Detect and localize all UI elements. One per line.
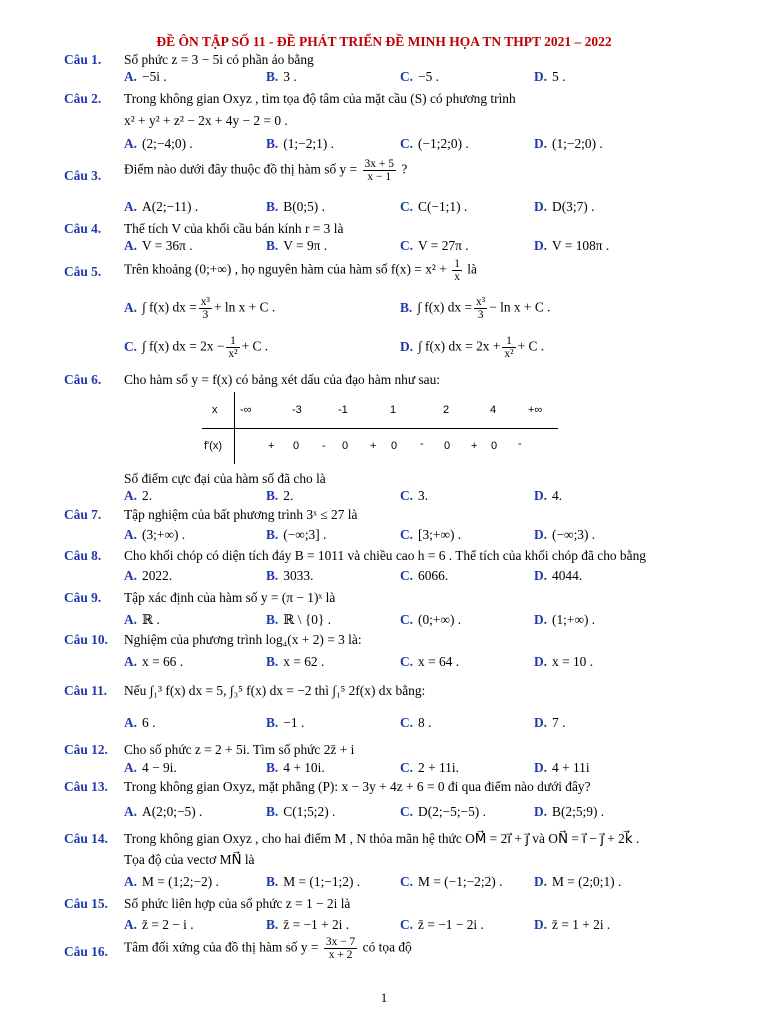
question-label: Câu 14. <box>64 831 108 846</box>
stem-text: có tọa độ <box>362 939 412 955</box>
denominator: 3 <box>477 309 484 322</box>
option-d[interactable]: D. B(2;5;9) . <box>534 804 605 819</box>
option-a-text: z̄ = 2 − i . <box>142 917 194 932</box>
option-b-text: B(0;5) . <box>283 199 325 214</box>
option-c-text: 3. <box>418 488 429 503</box>
option-c-text: x = 64 . <box>418 654 460 669</box>
option-c[interactable]: C. C(−1;1) . <box>400 199 468 214</box>
option-d-text: (−∞;3) . <box>552 527 596 542</box>
question-label: Câu 5. <box>64 264 102 279</box>
denominator: x² <box>228 348 238 361</box>
option-b[interactable]: B. (1;−2;1) . <box>266 136 334 151</box>
option-b-text: V = 9π . <box>283 238 328 253</box>
option-d[interactable]: D. 7 . <box>534 715 566 730</box>
option-c-text: M = (−1;−2;2) . <box>418 874 503 889</box>
option-c[interactable]: C. −5 . <box>400 69 439 84</box>
question-stem: Trong không gian Oxyz , cho hai điểm M , N thỏa mãn hệ thức OM⃗ = 2i⃗ + j⃗ và ON⃗ = i⃗ − j⃗ + 2k⃗ . <box>124 831 640 846</box>
question-label: Câu 4. <box>64 221 102 236</box>
option-b[interactable]: B. B(0;5) . <box>266 199 325 214</box>
option-a[interactable]: A. z̄ = 2 − i . <box>124 917 194 932</box>
question-stem: Thể tích V của khối cầu bán kính r = 3 là <box>124 221 344 236</box>
option-d-text: 4 + 11i <box>552 760 590 775</box>
question-label: Câu 6. <box>64 372 102 387</box>
table-header-x: x <box>212 404 218 416</box>
option-d-text: V = 108π . <box>552 238 610 253</box>
option-b[interactable]: B. ℝ \ {0} . <box>266 612 332 627</box>
option-d-text: + C . <box>517 338 545 354</box>
stem-text: là <box>467 261 477 277</box>
question-label: Câu 2. <box>64 91 102 106</box>
option-d-text: 5 . <box>552 69 566 84</box>
question-text: Tọa độ của vectơ MN⃗ là <box>124 852 255 867</box>
option-a[interactable]: A. (3;+∞) . <box>124 527 186 542</box>
denominator: x² <box>504 348 514 361</box>
option-c[interactable]: C. 6066. <box>400 568 449 583</box>
option-b-text: ∫ f(x) dx = <box>417 299 473 315</box>
option-b[interactable]: B. 3 . <box>266 69 297 84</box>
question-label: Câu 15. <box>64 896 108 911</box>
option-c[interactable]: C. (0;+∞) . <box>400 612 462 627</box>
option-d[interactable]: D. V = 108π . <box>534 238 610 253</box>
option-d[interactable]: D. 5 . <box>534 69 566 84</box>
stem-text: ? <box>401 161 408 177</box>
option-a[interactable]: A. 2022. <box>124 568 173 583</box>
option-a[interactable]: A. V = 36π . <box>124 238 193 253</box>
option-b[interactable]: B. 2. <box>266 488 294 503</box>
option-a-text: V = 36π . <box>142 238 193 253</box>
option-d-text: 7 . <box>552 715 566 730</box>
stem-text: Điểm nào dưới đây thuộc đồ thị hàm số y = <box>124 161 358 177</box>
option-b[interactable]: B. V = 9π . <box>266 238 328 253</box>
question-label: Câu 7. <box>64 507 102 522</box>
option-d[interactable]: D. (1;+∞) . <box>534 612 596 627</box>
option-b-text: z̄ = −1 + 2i . <box>283 917 350 932</box>
option-b-text: ℝ \ {0} . <box>283 612 332 627</box>
option-a-text: M = (1;2;−2) . <box>142 874 219 889</box>
option-d-text: z̄ = 1 + 2i . <box>552 917 611 932</box>
sign-table <box>202 392 562 464</box>
option-a[interactable]: A. M = (1;2;−2) . <box>124 874 219 889</box>
option-a[interactable]: A. 4 − 9i. <box>124 760 177 775</box>
option-d-text: M = (2;0;1) . <box>552 874 622 889</box>
option-b[interactable]: B. 4 + 10i. <box>266 760 325 775</box>
option-b[interactable]: B. C(1;5;2) . <box>266 804 336 819</box>
option-c[interactable]: C. (−1;2;0) . <box>400 136 469 151</box>
question-label: Câu 13. <box>64 779 108 794</box>
table-cell: - <box>322 440 326 452</box>
question-text: Số điểm cực đại của hàm số đã cho là <box>124 471 326 486</box>
table-cell: 0 <box>293 440 300 452</box>
fraction <box>363 158 397 183</box>
option-d-text: (1;−2;0) . <box>552 136 603 151</box>
fraction <box>452 258 462 283</box>
question-stem: Nếu ∫₁³ f(x) dx = 5, ∫₃⁵ f(x) dx = −2 thì ∫₁⁵ 2f(x) dx bằng: <box>124 683 426 698</box>
question-stem: Số phức liên hợp của số phức z = 1 − 2i là <box>124 896 351 911</box>
numerator: 1 <box>454 258 460 270</box>
option-c[interactable]: C. M = (−1;−2;2) . <box>400 874 503 889</box>
table-divider <box>202 428 558 429</box>
option-b-text: (1;−2;1) . <box>283 136 334 151</box>
option-b-text: 3033. <box>283 568 314 583</box>
option-d[interactable]: D. M = (2;0;1) . <box>534 874 622 889</box>
numerator: 3x + 5 <box>364 158 394 170</box>
option-b-text: −1 . <box>283 715 305 730</box>
table-cell: -3 <box>292 404 302 416</box>
table-cell: 0 <box>444 440 451 452</box>
option-b[interactable]: B. 3033. <box>266 568 314 583</box>
denominator: x + 2 <box>328 949 353 962</box>
option-b-text: 4 + 10i. <box>283 760 325 775</box>
question-stem: Cho hàm số y = f(x) có bảng xét dấu của đạo hàm như sau: <box>124 372 441 387</box>
table-cell: -∞ <box>240 404 252 416</box>
option-d[interactable]: D. z̄ = 1 + 2i . <box>534 917 611 932</box>
option-c-text: 2 + 11i. <box>418 760 459 775</box>
question-label: Câu 10. <box>64 632 108 647</box>
option-a-text: A(2;0;−5) . <box>142 804 203 819</box>
option-a-text: 6 . <box>142 715 156 730</box>
question-label: Câu 16. <box>64 944 108 959</box>
option-b-text: − ln x + C . <box>489 299 551 315</box>
option-d[interactable]: D. D(3;7) . <box>534 199 595 214</box>
option-b-text: 3 . <box>283 69 297 84</box>
option-c[interactable]: C. 3. <box>400 488 429 503</box>
option-a[interactable]: A. A(2;−11) . <box>124 199 199 214</box>
option-d[interactable]: D. x = 10 . <box>534 654 594 669</box>
option-a-text: 2. <box>142 488 153 503</box>
option-d-text: x = 10 . <box>552 654 594 669</box>
fraction <box>324 936 358 961</box>
option-a[interactable]: A. −5i . <box>124 69 167 84</box>
option-c-text: D(2;−5;−5) . <box>418 804 486 819</box>
option-a[interactable]: A. ℝ . <box>124 612 160 627</box>
page-title: ĐỀ ÔN TẬP SỐ 11 - ĐỀ PHÁT TRIỂN ĐỀ MINH HỌA TN THPT 2021 – 2022 <box>156 34 612 49</box>
option-a[interactable]: A. 6 . <box>124 715 156 730</box>
question-label: Câu 12. <box>64 742 108 757</box>
question-stem: Nghiệm của phương trình log₄(x + 2) = 3 là: <box>124 632 362 647</box>
option-a-text: + ln x + C . <box>213 299 276 315</box>
question-label: Câu 8. <box>64 548 102 563</box>
option-a[interactable]: A. ∫ f(x) dx = $\frac{\text{x³}}{3}$ + ln x + C . <box>124 296 276 322</box>
question-stem: Cho khối chóp có diện tích đáy B = 1011 và chiều cao h = 6 . Thể tích của khối chóp đã cho bằng <box>124 548 646 563</box>
table-cell: + <box>370 440 377 452</box>
table-header-fprime: f'(x) <box>204 440 222 452</box>
option-a-text: ℝ . <box>142 612 160 627</box>
option-b[interactable]: B. M = (1;−1;2) . <box>266 874 361 889</box>
option-c[interactable]: C. x = 64 . <box>400 654 460 669</box>
table-cell: + <box>471 440 478 452</box>
option-c[interactable]: C. 8 . <box>400 715 432 730</box>
option-a-text: (3;+∞) . <box>142 527 186 542</box>
table-cell: 2 <box>443 404 450 416</box>
option-b[interactable]: B. (−∞;3] . <box>266 527 327 542</box>
option-b[interactable]: B. −1 . <box>266 715 305 730</box>
fraction <box>226 335 239 360</box>
option-d-text: 4044. <box>552 568 583 583</box>
numerator: 1 <box>226 335 239 348</box>
fraction <box>199 296 212 321</box>
option-c[interactable]: C. z̄ = −1 − 2i . <box>400 917 484 932</box>
option-a-text: −5i . <box>142 69 167 84</box>
question-stem: Cho số phức z = 2 + 5i. Tìm số phức 2z̄ + i <box>124 742 355 757</box>
option-c-text: [3;+∞) . <box>418 527 462 542</box>
question-label: Câu 11. <box>64 683 108 698</box>
option-d-text: (1;+∞) . <box>552 612 596 627</box>
stem-text: Tâm đối xứng của đồ thị hàm số y = <box>124 939 319 955</box>
option-a[interactable]: A. (2;−4;0) . <box>124 136 193 151</box>
denominator: x <box>454 271 460 284</box>
denominator: 3 <box>202 309 209 322</box>
question-stem <box>124 158 712 183</box>
option-c-text: (−1;2;0) . <box>418 136 469 151</box>
option-a-text: A(2;−11) . <box>142 199 199 214</box>
option-d[interactable]: D. 4 + 11i <box>534 760 590 775</box>
option-d[interactable]: D. ∫ f(x) dx = 2x + $\frac{1}{\text{x²}}$ + C . <box>400 335 545 361</box>
option-b-text: M = (1;−1;2) . <box>283 874 361 889</box>
option-b[interactable]: B. ∫ f(x) dx = $\frac{\text{x³}}{3}$ − ln x + C . <box>400 296 551 322</box>
table-cell: - <box>518 438 522 450</box>
option-c[interactable]: C. V = 27π . <box>400 238 469 253</box>
option-c-text: z̄ = −1 − 2i . <box>418 917 484 932</box>
question-stem: Số phức z = 3 − 5i có phần ảo bằng <box>124 52 314 67</box>
numerator: x³ <box>200 296 210 308</box>
option-c-text: V = 27π . <box>418 238 469 253</box>
option-c-text: + C . <box>241 338 269 354</box>
option-d-text: D(3;7) . <box>552 199 595 214</box>
denominator: x − 1 <box>367 171 392 184</box>
option-b-text: 2. <box>283 488 294 503</box>
question-stem: Tập nghiệm của bất phương trình 3ˣ ≤ 27 là <box>124 507 358 522</box>
question-stem <box>124 936 712 961</box>
question-label: Câu 1. <box>64 52 102 67</box>
option-a-text: x = 66 . <box>142 654 184 669</box>
numerator: 3x − 7 <box>325 936 356 948</box>
option-b-text: (−∞;3] . <box>283 527 327 542</box>
option-d-text: ∫ f(x) dx = 2x + <box>418 338 501 354</box>
question-stem: Trong không gian Oxyz, mặt phẳng (P): x − 3y + 4z + 6 = 0 đi qua điểm nào dưới đây? <box>124 779 591 794</box>
option-c-text: C(−1;1) . <box>418 199 468 214</box>
question-stem: Trong không gian Oxyz , tìm tọa độ tâm của mặt cầu (S) có phương trình <box>124 91 516 106</box>
option-b-text: C(1;5;2) . <box>283 804 336 819</box>
question-label: Câu 3. <box>64 168 102 183</box>
option-d[interactable]: D. (1;−2;0) . <box>534 136 603 151</box>
option-d-text: B(2;5;9) . <box>552 804 605 819</box>
fraction <box>502 335 515 360</box>
table-cell: 0 <box>342 440 349 452</box>
numerator: x³ <box>476 296 486 308</box>
page-number: 1 <box>380 990 388 1005</box>
option-c-text: ∫ f(x) dx = 2x − <box>142 338 225 354</box>
option-c[interactable]: C. 2 + 11i. <box>400 760 459 775</box>
option-d-text: 4. <box>552 488 563 503</box>
option-d[interactable]: D. (−∞;3) . <box>534 527 596 542</box>
fraction <box>474 296 487 321</box>
table-cell: 4 <box>490 404 497 416</box>
question-label: Câu 9. <box>64 590 102 605</box>
question-stem: Tập xác định của hàm số y = (π − 1)ˣ là <box>124 590 336 605</box>
option-d[interactable]: D. 4044. <box>534 568 583 583</box>
option-c-text: 6066. <box>418 568 449 583</box>
table-cell: 0 <box>391 440 398 452</box>
numerator: 1 <box>502 335 515 348</box>
option-a-text: (2;−4;0) . <box>142 136 193 151</box>
option-a[interactable]: A. x = 66 . <box>124 654 184 669</box>
option-a[interactable]: A. A(2;0;−5) . <box>124 804 203 819</box>
table-cell: 1 <box>390 404 397 416</box>
option-a-text: 4 − 9i. <box>142 760 177 775</box>
table-cell: + <box>268 440 275 452</box>
option-b[interactable]: B. z̄ = −1 + 2i . <box>266 917 350 932</box>
option-c[interactable]: C. D(2;−5;−5) . <box>400 804 486 819</box>
option-c[interactable]: C. [3;+∞) . <box>400 527 462 542</box>
question-stem <box>124 258 712 283</box>
option-a[interactable]: A. 2. <box>124 488 153 503</box>
option-b-text: x = 62 . <box>283 654 325 669</box>
question-equation: x² + y² + z² − 2x + 4y − 2 = 0 . <box>124 113 288 128</box>
option-a-text: ∫ f(x) dx = <box>142 299 197 315</box>
option-c[interactable]: C. ∫ f(x) dx = 2x − $\frac{1}{\text{x²}}$ + C . <box>124 335 269 361</box>
table-divider <box>234 392 235 464</box>
table-cell: - <box>420 438 424 450</box>
option-a-text: 2022. <box>142 568 173 583</box>
stem-text: Trên khoảng (0;+∞) , họ nguyên hàm của hàm số f(x) = x² + <box>124 261 447 277</box>
option-c-text: −5 . <box>418 69 439 84</box>
option-d[interactable]: D. 4. <box>534 488 563 503</box>
option-c-text: (0;+∞) . <box>418 612 462 627</box>
option-b[interactable]: B. x = 62 . <box>266 654 325 669</box>
table-cell: -1 <box>338 404 348 416</box>
table-cell: 0 <box>491 440 498 452</box>
option-c-text: 8 . <box>418 715 432 730</box>
table-cell: +∞ <box>528 404 543 416</box>
